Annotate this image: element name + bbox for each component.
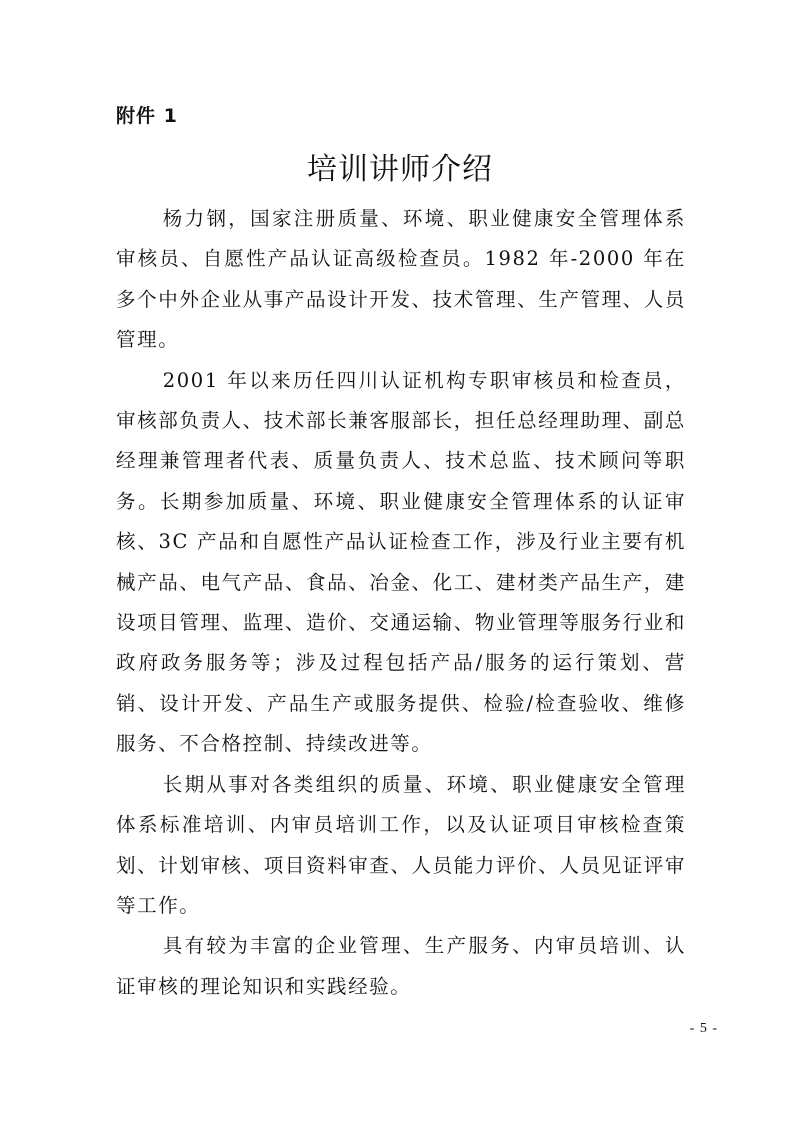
paragraph-career: 2001 年以来历任四川认证机构专职审核员和检查员，审核部负责人、技术部长兼客服部长，担任总经理助理、副总经理兼管理者代表、质量负责人、技术总监、技术顾问等职务。长期参加质量、环境、职业健康安全管理体系的认证审核、3C 产品和自愿性产品认证检查工作，涉及行业主要有机械产品、电气产品、食品、冶金、化工、建材类产品生产，建设项目管理、监理、造价、交通运输、物业管理等服务行业和政府政务服务等；涉及过程包括产品/服务的运行策划、营销、设计开发、产品生产或服务提供、检验/检查验收、维修服务、不合格控制、持续改进等。 bbox=[116, 368, 686, 756]
paragraph-intro: 杨力钢，国家注册质量、环境、职业健康安全管理体系审核员、自愿性产品认证高级检查员。1982 年-2000 年在多个中外企业从事产品设计开发、技术管理、生产管理、人员管理。 bbox=[116, 207, 686, 352]
paragraph-training: 长期从事对各类组织的质量、环境、职业健康安全管理体系标准培训、内审员培训工作，以及认证项目审核检查策划、计划审核、项目资料审查、人员能力评价、人员见证评审等工作。 bbox=[116, 772, 686, 917]
document-title: 培训讲师介绍 bbox=[307, 152, 493, 187]
page-number: - 5 - bbox=[689, 1021, 718, 1036]
document-body bbox=[116, 199, 686, 1007]
paragraph-experience: 具有较为丰富的企业管理、生产服务、内审员培训、认证审核的理论知识和实践经验。 bbox=[116, 934, 686, 998]
attachment-label: 附件 1 bbox=[116, 105, 178, 127]
